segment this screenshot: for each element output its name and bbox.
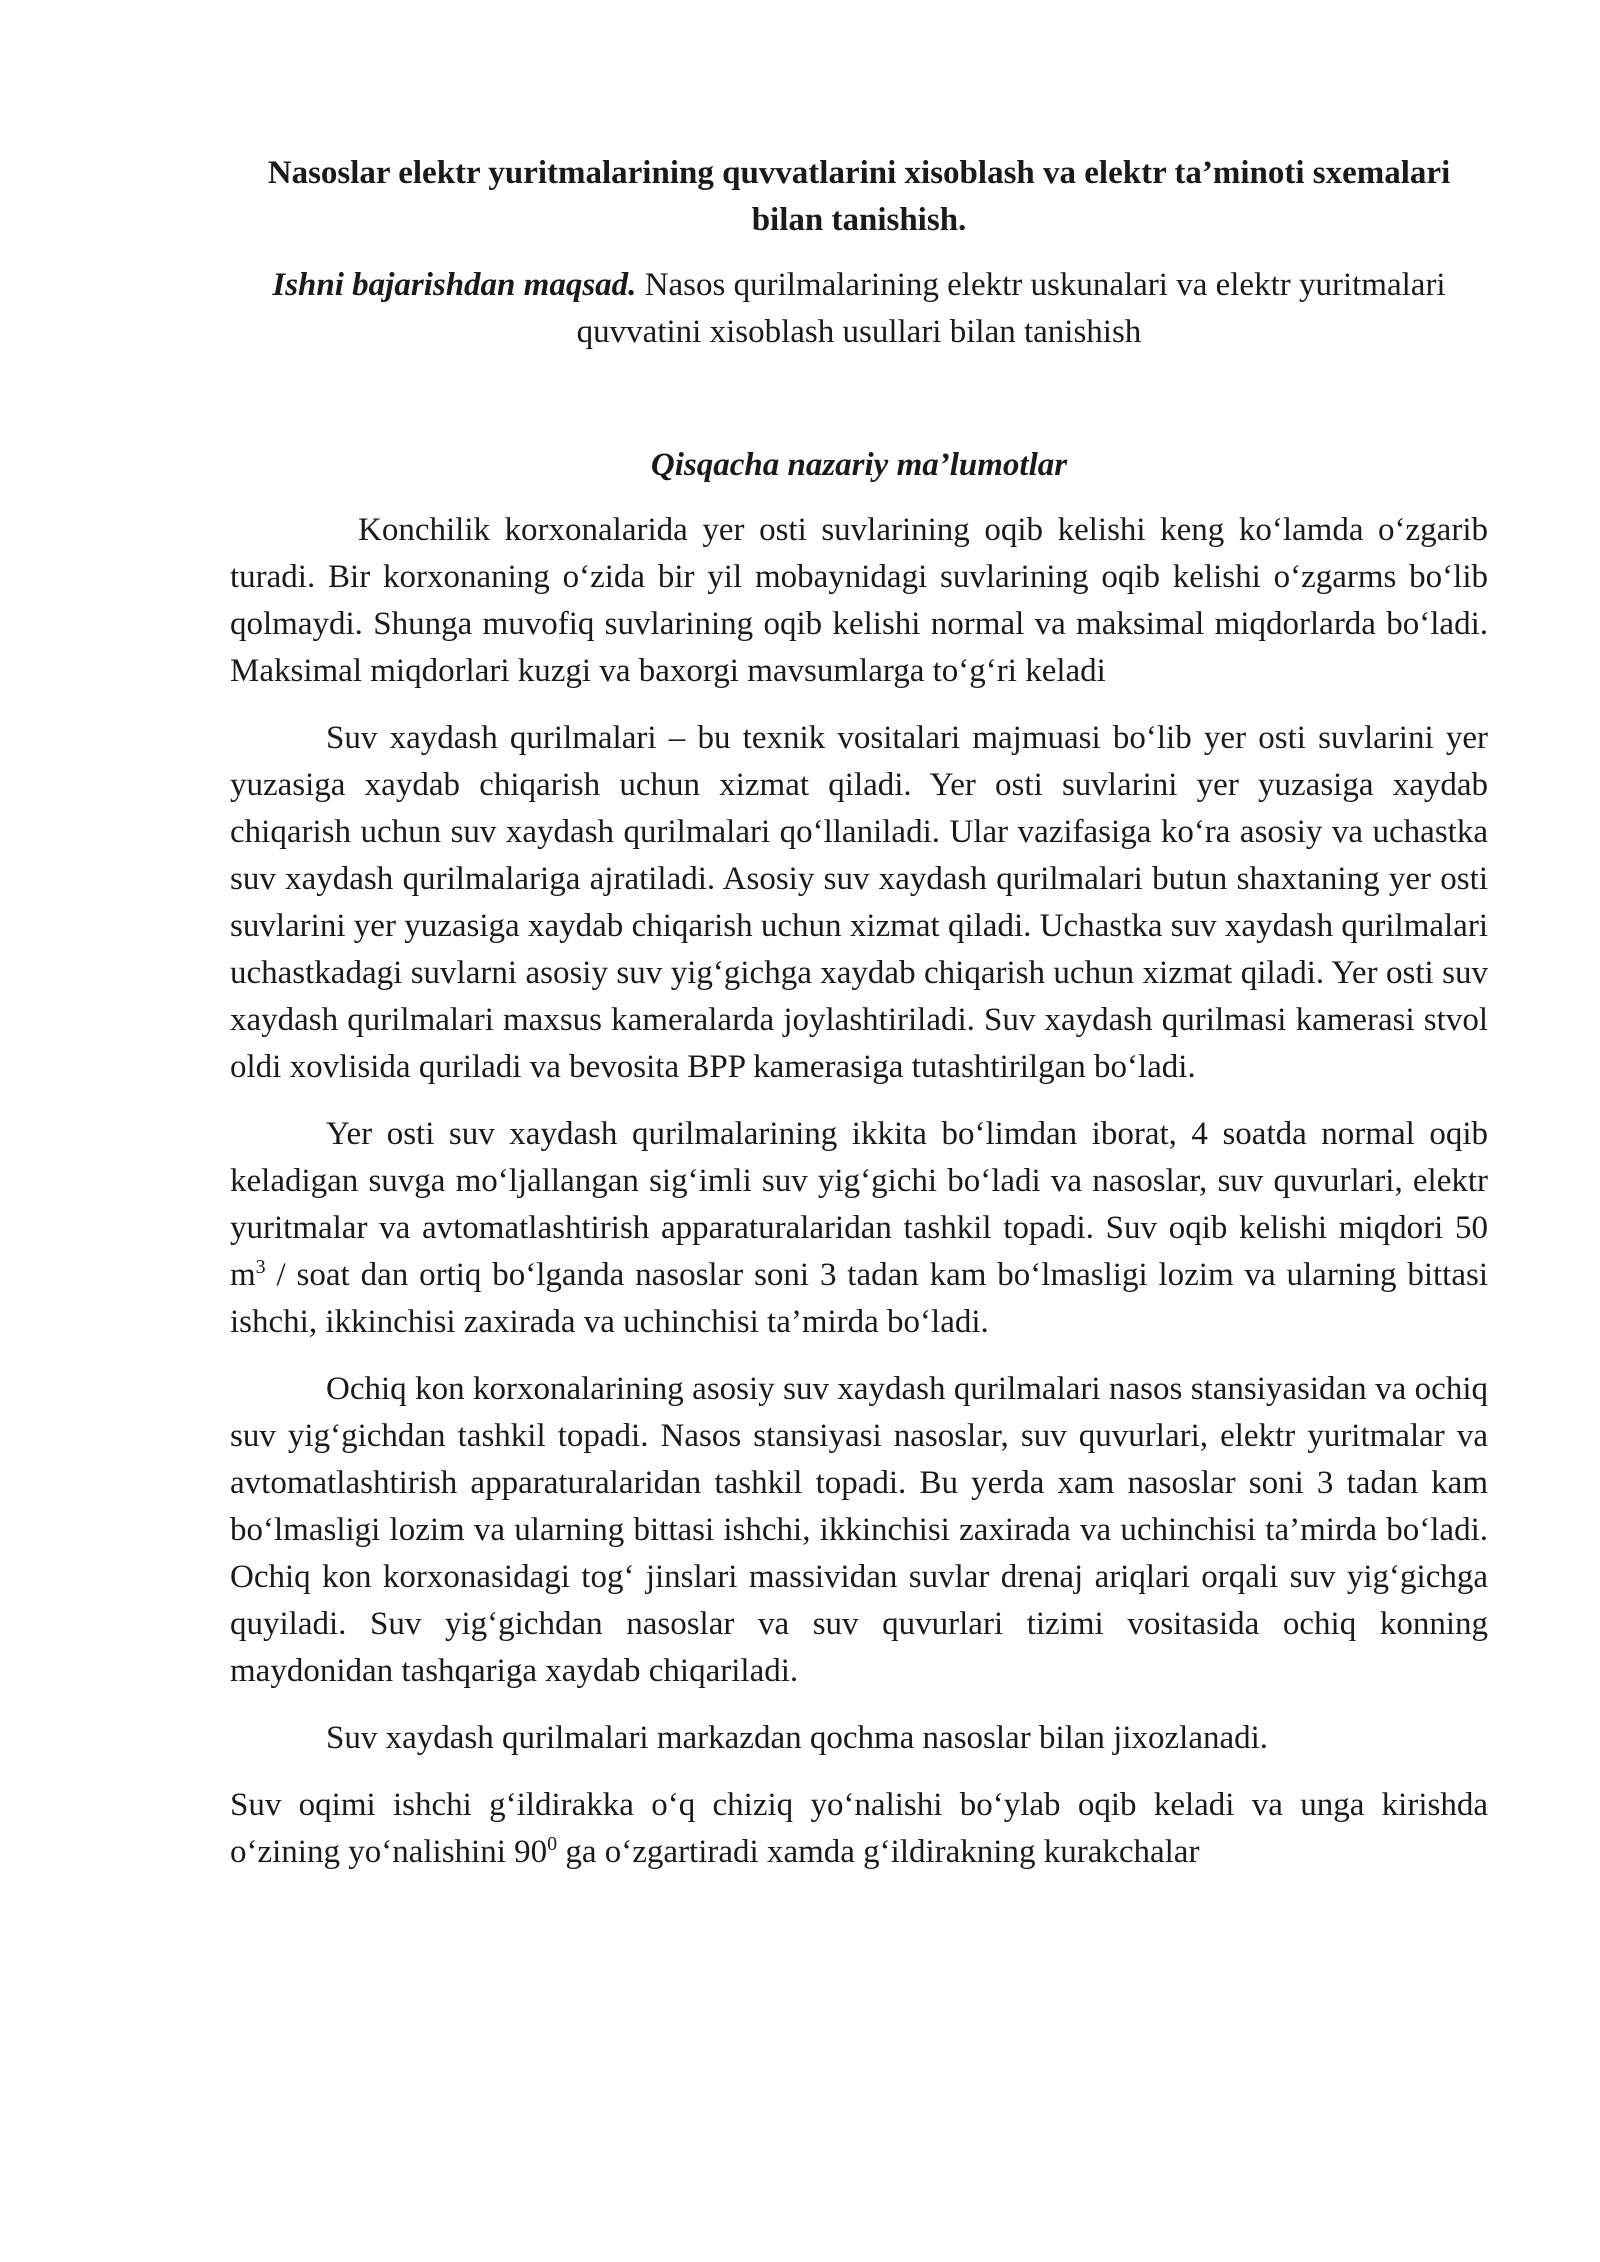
document-title: Nasoslar elektr yuritmalarining quvvatlarini xisoblash va elektr ta’minoti sxemalari bilan tanishish. [267, 155, 1451, 238]
superscript-cubic: 3 [255, 1256, 266, 1278]
aim-lead: Ishni bajarishdan maqsad. [272, 267, 637, 303]
paragraph-3-text-b: / soat dan ortiq bo‘lganda nasoslar soni 3 tadan kam bo‘lmasligi lozim va ularning bittasi ishchi, ikkinchisi zaxirada va uchinchisi ta’mirda bo‘ladi. [230, 1257, 1488, 1340]
paragraph-6 [230, 1782, 1488, 1876]
paragraph-1: Konchilik korxonalarida yer osti suvlarining oqib kelishi keng ko‘lamda o‘zgarib turadi. Bir korxonaning o‘zida bir yil mobaynidagi suvlarining oqib kelishi o‘zgarms bo‘lib qolmaydi. Shunga muvofiq suvlarining oqib kelishi normal va maksimal miqdorlarda bo‘ladi. Maksimal miqdorlari kuzgi va baxorgi mavsumlarga to‘g‘ri keladi [230, 512, 1488, 689]
paragraph-2: Suv xaydash qurilmalari – bu texnik vositalari majmuasi bo‘lib yer osti suvlarini yer yuzasiga xaydab chiqarish uchun xizmat qiladi. Yer osti suvlarini yer yuzasiga xaydab chiqarish uchun suv xaydash qurilmalari qo‘llaniladi. Ular vazifasiga ko‘ra asosiy va uchastka suv xaydash qurilmalariga ajratiladi. Asosiy suv xaydash qurilmalari butun shaxtaning yer osti suvlarini yer yuzasiga xaydab chiqarish uchun xizmat qiladi. Uchastka suv xaydash qurilmalari uchastkadagi suvlarni asosiy suv yig‘gichga xaydab chiqarish uchun xizmat qiladi. Yer osti suv xaydash qurilmalari maxsus kameralarda joylashtiriladi. Suv xaydash qurilmasi kamerasi stvol oldi xovlisida quriladi va bevosita BPP kamerasiga tutashtirilgan bo‘ladi. [230, 720, 1488, 1085]
aim-statement [230, 262, 1488, 356]
paragraph-6-text-a: Suv oqimi ishchi g‘ildirakka o‘q chiziq yo‘nalishi bo‘ylab oqib keladi va unga kirishda o‘zining yo‘nalishini 90 [230, 1787, 1488, 1870]
aim-text: Nasos qurilmalarining elektr uskunalari va elektr yuritmalari quvvatini xisoblash usullari bilan tanishish [576, 267, 1446, 350]
paragraph-5: Suv xaydash qurilmalari markazdan qochma nasoslar bilan jixozlanadi. [326, 1720, 1269, 1756]
superscript-degree: 0 [547, 1833, 558, 1855]
paragraph-3 [230, 1111, 1488, 1346]
paragraph-3-text-a: Yer osti suv xaydash qurilmalarining ikkita bo‘limdan iborat, 4 soatda normal oqib keladigan suvga mo‘ljallangan sig‘imli suv yig‘gichi bo‘ladi va nasoslar, suv quvurlari, elektr yuritmalar va avtomatlashtirish apparaturalaridan tashkil topadi. Suv oqib kelishi miqdori 50 m [230, 1116, 1488, 1293]
paragraph-4: Ochiq kon korxonalarining asosiy suv xaydash qurilmalari nasos stansiyasidan va ochiq suv yig‘gichdan tashkil topadi. Nasos stansiyasi nasoslar, suv quvurlari, elektr yuritmalar va avtomatlashtirish apparaturalaridan tashkil topadi. Bu yerda xam nasoslar soni 3 tadan kam bo‘lmasligi lozim va ularning bittasi ishchi, ikkinchisi zaxirada va uchinchisi ta’mirda bo‘ladi. Ochiq kon korxonasidagi tog‘ jinslari massividan suvlar drenaj ariqlari orqali suv yig‘gichga quyiladi. Suv yig‘gichdan nasoslar va suv quvurlari tizimi vositasida ochiq konning maydonidan tashqariga xaydab chiqariladi. [230, 1371, 1488, 1689]
paragraph-6-text-b: ga o‘zgartiradi xamda g‘ildirakning kurakchalar [557, 1834, 1200, 1870]
section-heading: Qisqacha nazariy ma’lumotlar [650, 447, 1068, 483]
